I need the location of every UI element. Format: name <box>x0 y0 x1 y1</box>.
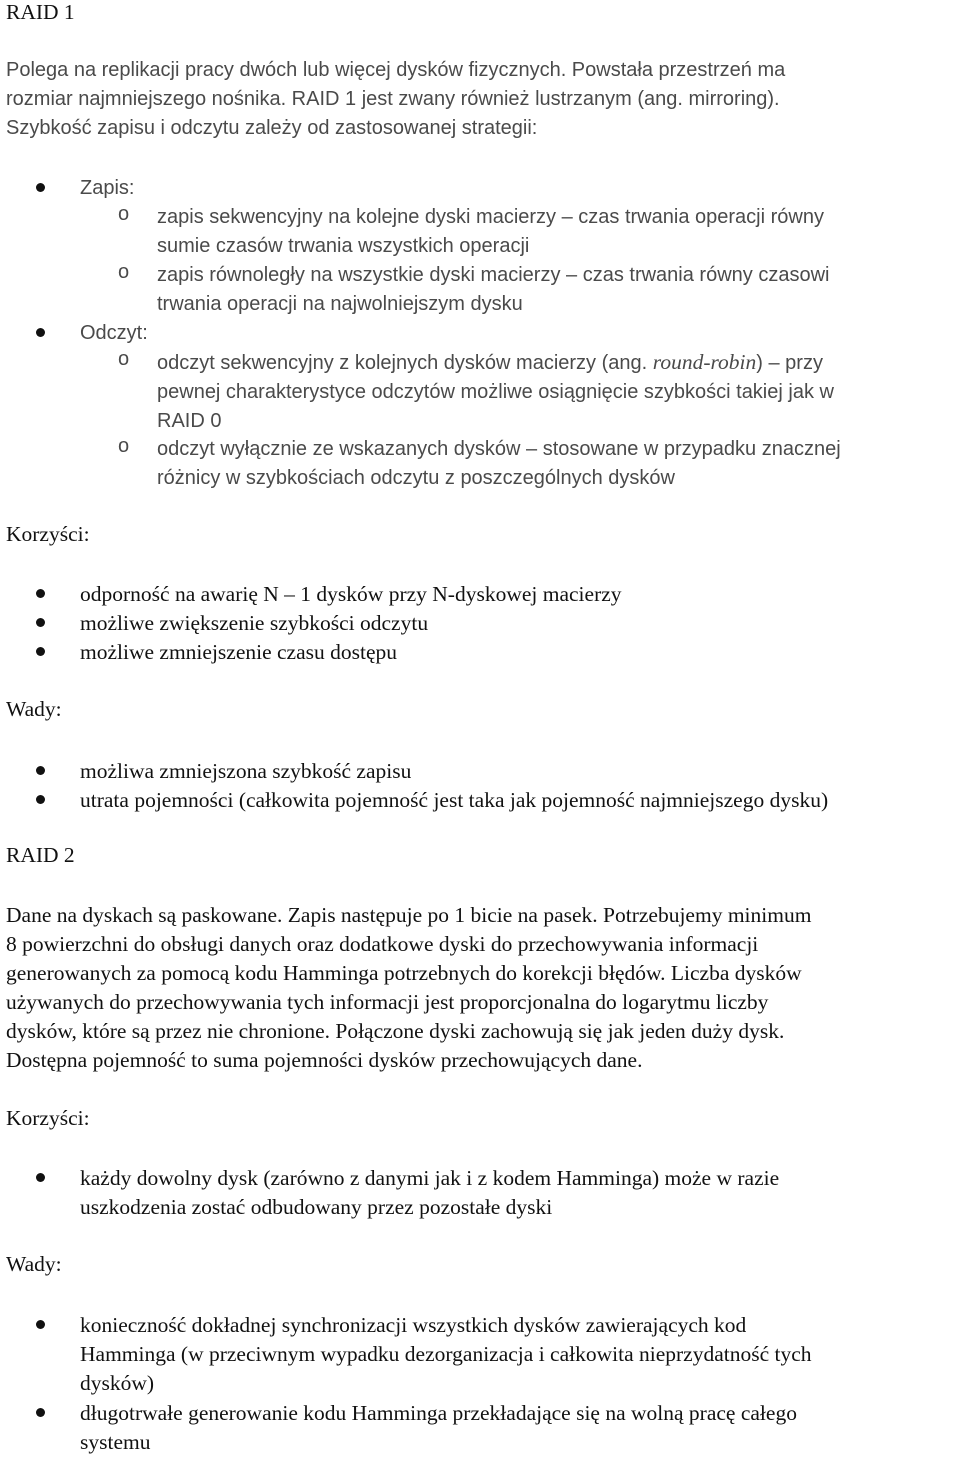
zapis-item-line: trwania operacji na najwolniejszym dysku <box>157 293 523 315</box>
raid1-intro <box>6 56 785 143</box>
item-line: uszkodzenia zostać odbudowany przez pozostałe dyski <box>80 1195 553 1219</box>
raid2-korzysci-item <box>80 1164 779 1222</box>
odczyt-item-line: różnicy w szybkościach odczytu z poszczególnych dysków <box>157 467 675 489</box>
paragraph-line: Dostępna pojemność to suma pojemności dysków przechowujących dane. <box>6 1048 643 1072</box>
raid2-heading: RAID 2 <box>6 843 75 867</box>
odczyt-item-line: RAID 0 <box>157 410 222 432</box>
odczyt-item-2 <box>157 435 841 493</box>
bullet-icon <box>36 328 45 337</box>
zapis-label: Zapis: <box>80 177 135 199</box>
odczyt-label: Odczyt: <box>80 322 148 344</box>
bullet-icon <box>36 1408 45 1417</box>
intro-line: rozmiar najmniejszego nośnika. RAID 1 jest zwany również lustrzanym (ang. mirroring). <box>6 88 780 110</box>
text-span: odczyt sekwencyjny z kolejnych dysków macierzy (ang. <box>157 352 653 374</box>
odczyt-item-line: pewnej charakterystyce odczytów możliwe osiągnięcie szybkości takiej jak w <box>157 381 834 403</box>
zapis-item-line: sumie czasów trwania wszystkich operacji <box>157 235 530 257</box>
paragraph-line: 8 powierzchni do obsługi danych oraz dodatkowe dyski do przechowywania informacji <box>6 932 759 956</box>
bullet-icon <box>36 1320 45 1329</box>
bullet-icon <box>36 647 45 656</box>
raid1-korzysci-item: możliwe zmniejszenie czasu dostępu <box>80 640 398 664</box>
item-line: Hamminga (w przeciwnym wypadku dezorganizacja i całkowita nieprzydatność tych <box>80 1342 812 1366</box>
raid2-wady-item <box>80 1311 812 1398</box>
odczyt-item-line: odczyt wyłącznie ze wskazanych dysków – stosowane w przypadku znacznej <box>157 438 841 460</box>
item-line: systemu <box>80 1430 151 1454</box>
raid1-heading: RAID 1 <box>6 0 75 24</box>
text-span: ) – przy <box>756 352 823 374</box>
raid1-korzysci-item: odporność na awarię N – 1 dysków przy N-dyskowej macierzy <box>80 582 622 606</box>
odczyt-item-line <box>157 348 834 378</box>
zapis-item-2 <box>157 261 829 319</box>
paragraph-line: generowanych za pomocą kodu Hamminga potrzebnych do korekcji błędów. Liczba dysków <box>6 961 802 985</box>
raid1-wady-item: możliwa zmniejszona szybkość zapisu <box>80 759 412 783</box>
bullet-icon <box>36 766 45 775</box>
zapis-item-line: zapis sekwencyjny na kolejne dyski macierzy – czas trwania operacji równy <box>157 206 824 228</box>
raid2-korzysci-label: Korzyści: <box>6 1106 90 1130</box>
circle-marker-icon: o <box>118 203 130 225</box>
item-line: konieczność dokładnej synchronizacji wszystkich dysków zawierających kod <box>80 1313 747 1337</box>
circle-marker-icon: o <box>118 348 130 370</box>
zapis-item-1 <box>157 203 824 261</box>
raid2-wady-label: Wady: <box>6 1252 62 1276</box>
item-line: dysków) <box>80 1371 155 1395</box>
paragraph-line: Dane na dyskach są paskowane. Zapis następuje po 1 bicie na pasek. Potrzebujemy minimum <box>6 903 812 927</box>
raid1-korzysci-label: Korzyści: <box>6 522 90 546</box>
bullet-icon <box>36 183 45 192</box>
paragraph-line: używanych do przechowywania tych informacji jest proporcjonalna do logarytmu liczby <box>6 990 769 1014</box>
odczyt-item-1 <box>157 348 834 436</box>
raid2-paragraph <box>6 901 811 1075</box>
raid1-wady-item: utrata pojemności (całkowita pojemność jest taka jak pojemność najmniejszego dysku) <box>80 788 829 812</box>
bullet-icon <box>36 618 45 627</box>
italic-term: round-robin <box>652 350 757 374</box>
raid2-wady-item <box>80 1399 797 1457</box>
circle-marker-icon: o <box>118 435 130 457</box>
intro-line: Szybkość zapisu i odczytu zależy od zastosowanej strategii: <box>6 117 538 139</box>
circle-marker-icon: o <box>118 261 130 283</box>
intro-line: Polega na replikacji pracy dwóch lub więcej dysków fizycznych. Powstała przestrzeń ma <box>6 59 786 81</box>
bullet-icon <box>36 1173 45 1182</box>
zapis-item-line: zapis równoległy na wszystkie dyski macierzy – czas trwania równy czasowi <box>157 264 830 286</box>
bullet-icon <box>36 795 45 804</box>
item-line: długotrwałe generowanie kodu Hamminga przekładające się na wolną pracę całego <box>80 1401 797 1425</box>
raid1-wady-label: Wady: <box>6 697 62 721</box>
paragraph-line: dysków, które są przez nie chronione. Połączone dyski zachowują się jak jeden duży dysk. <box>6 1019 785 1043</box>
item-line: każdy dowolny dysk (zarówno z danymi jak i z kodem Hamminga) może w razie <box>80 1166 780 1190</box>
bullet-icon <box>36 589 45 598</box>
raid1-korzysci-item: możliwe zwiększenie szybkości odczytu <box>80 611 429 635</box>
